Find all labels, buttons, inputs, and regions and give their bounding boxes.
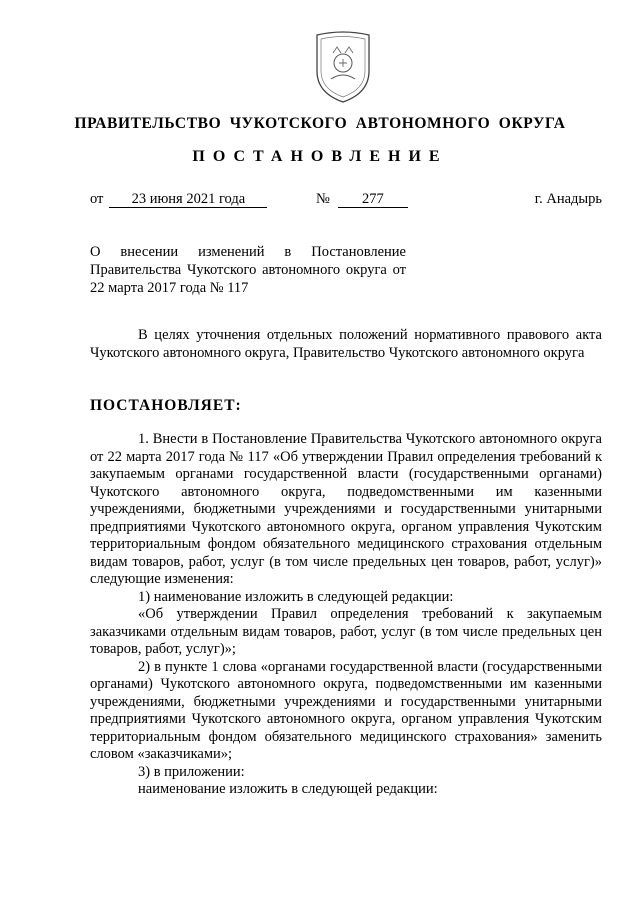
body-paragraph: 2) в пункте 1 слова «органами государственной власти (государственными органами) Чукотского автономного округа, подведомственными им казенными учреждениями, бюджетными учреждениями и государственными унитарными предприятиями Чукотского автономного округа, органом управления Чукотским территориальным фондом обязательного медицинского страхования» заменить словом «заказчиками»; — [90, 658, 602, 762]
decree-body — [90, 431, 602, 799]
government-title: ПРАВИТЕЛЬСТВО ЧУКОТСКОГО АВТОНОМНОГО ОКРУГА — [74, 115, 566, 132]
decree-city: г. Анадырь — [534, 191, 602, 207]
decree-title: ПОСТАНОВЛЕНИЕ — [192, 148, 448, 165]
decree-number: 277 — [338, 191, 408, 208]
intro-paragraph: В целях уточнения отдельных положений нормативного правового акта Чукотского автономного округа, Правительство Чукотского автономного округа — [90, 327, 602, 361]
body-paragraph: 1. Внести в Постановление Правительства Чукотского автономного округа от 22 марта 2017 года № 117 «Об утверждении Правил определения требований к закупаемым органами государственной власти (государственными органами) Чукотского автономного округа, подведомственными им казенными учреждениями, бюджетными учреждениями и государственными унитарными предприятиями Чукотского автономного округа, органом управления Чукотским территориальным фондом обязательного медицинского страхования отдельным видам товаров, работ, услуг (в том числе предельных цен товаров, работ, услуг)» следующие изменения: — [90, 431, 602, 587]
decree-subject: О внесении изменений в Постановление Правительства Чукотского автономного округа от 22 марта 2017 года № 117 — [90, 244, 406, 296]
coat-of-arms-icon — [311, 27, 375, 105]
decree-date: 23 июня 2021 года — [109, 191, 267, 208]
number-label: № — [316, 191, 330, 207]
decree-date-line — [90, 191, 267, 208]
body-paragraph: 1) наименование изложить в следующей редакции: — [138, 588, 454, 605]
date-label: от — [90, 191, 104, 207]
body-paragraph: наименование изложить в следующей редакции: — [138, 781, 438, 797]
decree-number-line — [316, 191, 408, 208]
body-paragraph: «Об утверждении Правил определения требований к закупаемым заказчиками отдельным видам товаров, работ, услуг (в том числе предельных цен товаров, работ, услуг)»; — [90, 606, 602, 657]
resolves-heading: ПОСТАНОВЛЯЕТ: — [90, 397, 242, 414]
body-paragraph: 3) в приложении: — [138, 763, 245, 780]
